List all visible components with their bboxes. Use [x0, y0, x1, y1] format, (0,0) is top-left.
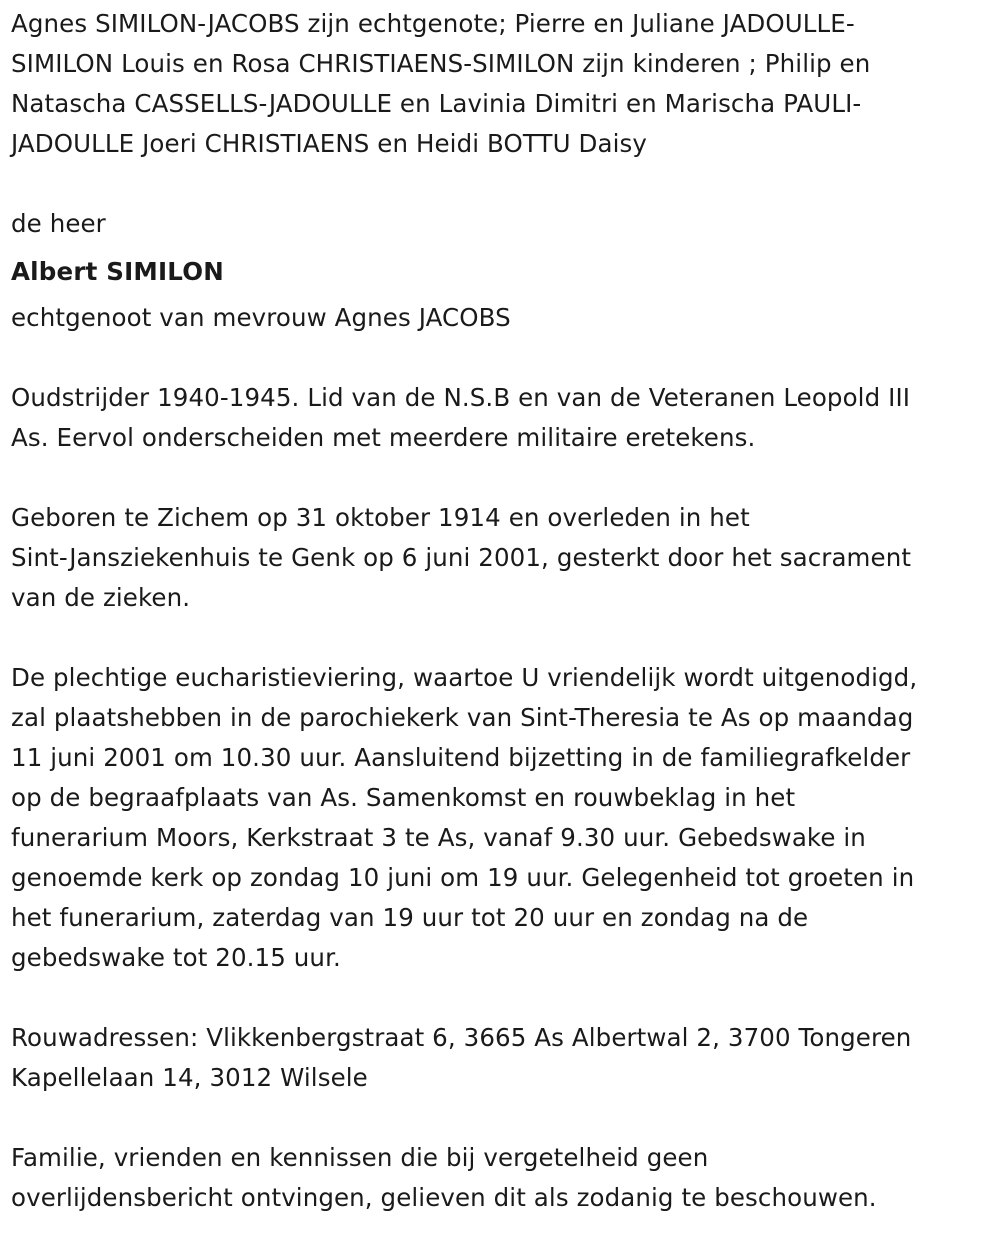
family-members: Agnes SIMILON-JACOBS zijn echtgenote; Pierre en Juliane JADOULLE- SIMILON Louis en Rosa CHRISTIAENS-SIMILON zijn kinderen ; Philip en Natascha CASSELLS-JADOULLE en Lavinia Dimitri en Marischa PAULI- JADOULLE Joeri CHRISTIAENS en Heidi BOTTU Daisy: [11, 9, 871, 158]
birth-death-info: Geboren te Zichem op 31 oktober 1914 en overleden in het Sint-Jansziekenhuis te Genk op 6 juni 2001, gesterkt door het sacrament van de zieken.: [11, 503, 912, 612]
salutation: de heer: [11, 209, 106, 238]
spouse-line: echtgenoot van mevrouw Agnes JACOBS: [11, 303, 511, 332]
veteran-info: Oudstrijder 1940-1945. Lid van de N.S.B en van de Veteranen Leopold III As. Eervol onderscheiden met meerdere militaire eretekens.: [11, 383, 911, 452]
spacer: [11, 978, 988, 1018]
spacer: [11, 338, 988, 378]
closing-note: Familie, vrienden en kennissen die bij vergetelheid geen overlijdensbericht ontvingen, gelieven dit als zodanig te beschouwen.: [11, 1143, 877, 1212]
spacer: [11, 164, 988, 204]
spacer: [11, 618, 988, 658]
ceremony-info: De plechtige eucharistieviering, waartoe U vriendelijk wordt uitgenodigd, zal plaatshebben in de parochiekerk van Sint-Theresia te As op maandag 11 juni 2001 om 10.30 uur. Aansluitend bijzetting in de familiegrafkelder op de begraafplaats van As. Samenkomst en rouwbeklag in het funerarium Moors, Kerkstraat 3 te As, vanaf 9.30 uur. Gebedswake in genoemde kerk op zondag 10 juni om 19 uur. Gelegenheid tot groeten in het funerarium, zaterdag van 19 uur tot 20 uur en zondag na de gebedswake tot 20.15 uur.: [11, 663, 918, 972]
deceased-name: Albert SIMILON: [11, 257, 224, 286]
mourning-addresses: Rouwadressen: Vlikkenbergstraat 6, 3665 As Albertwal 2, 3700 Tongeren Kapellelaan 14, 3012 Wilsele: [11, 1023, 912, 1092]
spacer: [11, 1098, 988, 1138]
spacer: [11, 458, 988, 498]
